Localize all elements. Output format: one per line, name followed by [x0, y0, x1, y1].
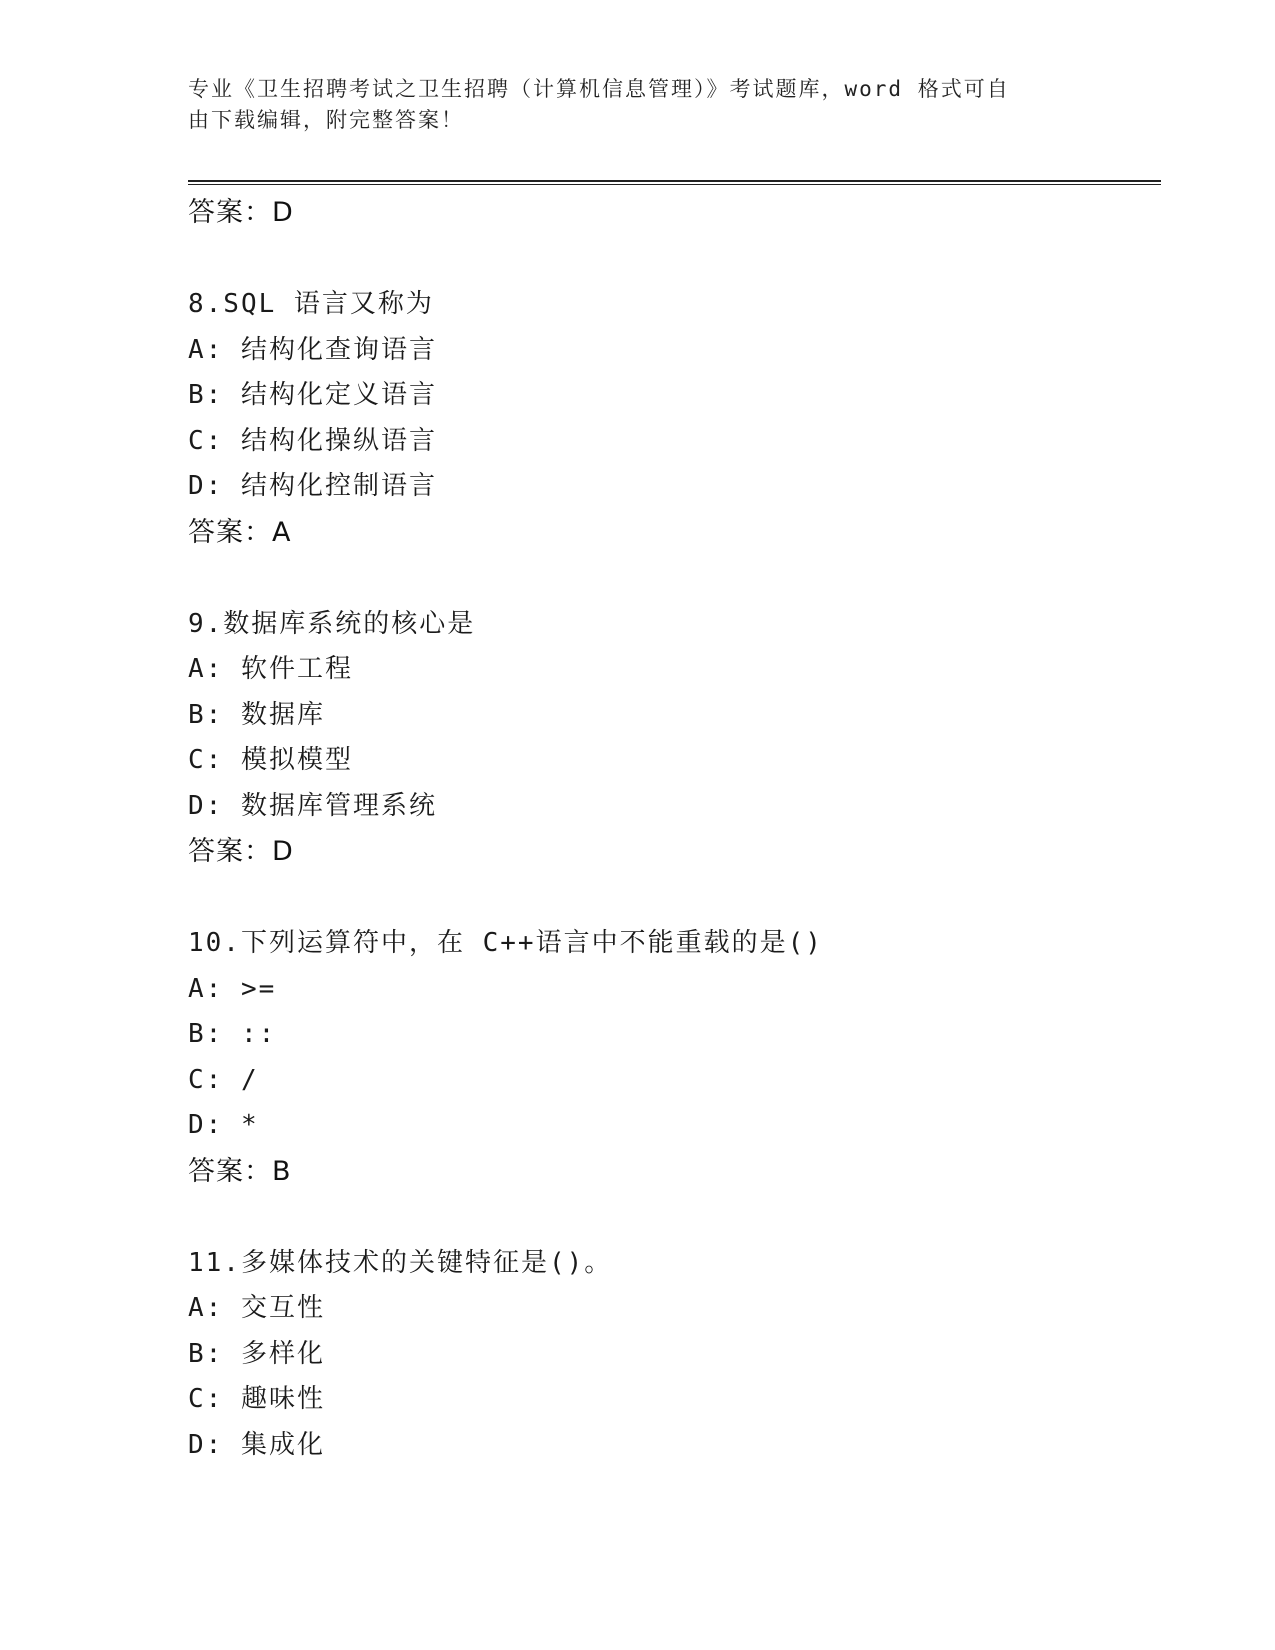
document-header: [188, 74, 1068, 136]
option-b: B: ::: [188, 1019, 277, 1049]
option-c: C: 模拟模型: [188, 745, 353, 775]
header-divider-thin: [188, 184, 1161, 185]
spacer: [188, 556, 1161, 602]
header-line-1: 专业《卫生招聘考试之卫生招聘（计算机信息管理）》考试题库，word 格式可自: [188, 77, 1010, 101]
option-b: B: 结构化定义语言: [188, 380, 437, 410]
option-a: A: >=: [188, 973, 277, 1004]
question-stem: 9.数据库系统的核心是: [188, 608, 476, 639]
spacer: [188, 875, 1161, 921]
option-d: D: 数据库管理系统: [188, 790, 437, 821]
question-11: [188, 1241, 1161, 1469]
option-a: A: 结构化查询语言: [188, 334, 437, 365]
spacer: [188, 236, 1161, 282]
answer: 答案：A: [188, 516, 292, 548]
option-b: B: 数据库: [188, 699, 325, 730]
spacer: [188, 1195, 1161, 1241]
option-c: C: 结构化操纵语言: [188, 425, 437, 456]
question-stem: 10.下列运算符中，在 C++语言中不能重载的是(): [188, 928, 823, 958]
previous-answer: 答案：D: [188, 197, 294, 228]
question-stem: 8.SQL 语言又称为: [188, 289, 434, 319]
question-8: [188, 282, 1161, 556]
header-line-2: 由下载编辑，附完整答案！: [188, 108, 464, 132]
question-stem: 11.多媒体技术的关键特征是()。: [188, 1247, 613, 1278]
option-d: D: 集成化: [188, 1429, 325, 1460]
answer: 答案：D: [188, 836, 294, 867]
option-b: B: 多样化: [188, 1338, 325, 1369]
option-a: A: 交互性: [188, 1293, 325, 1323]
question-9: [188, 602, 1161, 876]
option-d: D: *: [188, 1110, 259, 1140]
question-list: [188, 190, 1161, 1468]
option-c: C: /: [188, 1064, 259, 1095]
answer: 答案：B: [188, 1155, 292, 1187]
header-divider: [188, 180, 1161, 182]
option-a: A: 软件工程: [188, 654, 353, 684]
option-c: C: 趣味性: [188, 1384, 325, 1414]
question-10: [188, 921, 1161, 1195]
option-d: D: 结构化控制语言: [188, 471, 437, 501]
